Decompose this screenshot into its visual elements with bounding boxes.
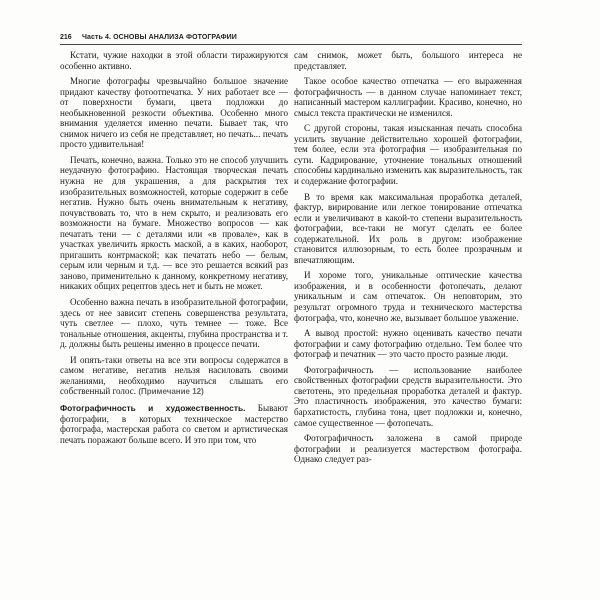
paragraph: сам снимок, может быть, большого интереса не представляет. (294, 50, 522, 71)
paragraph: Печать, конечно, важна. Только это не способ улучшить неудачную фотографию. Настоящая творческая печать нужна не для украшения, а для раскрытия тех изобразительных возможностей, которые содержит в себе негатив. Нужно быть очень внимательным к негативу, почувствовать то, что в нем скрыто, и реализовать его возможности на бумаге. Множество вопросов — как печатать тени — с деталями или «в провале», как в участках увеличить яркость маской, а в каких, наоборот, пригашить контрмаской; как печатать небо — белым, серым или черным и т.д. — все это решается всякий раз заново, применительно к данному, конкретному негативу, никаких общих рецептов здесь нет и быть не может. (60, 154, 288, 292)
paragraph-text: И опять-таки ответы на все эти вопросы содержатся в самом негативе, негатив нельзя насиловать своими желаниями, необходимо научиться слышать его собственный голос. (60, 354, 288, 397)
paragraph: Такое особое качество отпечатка — его выраженная фотографичность — в данном случае напоминает текст, написанный мастером каллиграфии. Красиво, конечно, но смысл текста практически не изменился. (294, 76, 522, 118)
running-title: Часть 4. ОСНОВЫ АНАЛИЗА ФОТОГРАФИИ (82, 34, 237, 41)
paragraph: Многие фотографы чрезвычайно большое значение придают качеству фотоотпечатка. У них работает все — от поверхности бумаги, цвета подложки до необыкновенной резкости объектива. Особенно много внимания уделяется именно печати. Бывает так, что снимок ничего из себя не представляет, но печать... печать просто удивительная! (60, 76, 288, 150)
paragraph: В то время как максимальная проработка деталей, фактур, вирирование или легкое тонирование отпечатка если и увеличивают в какой-то степени выразительность фотографии, все-таки не могут сделать ее более содержательной. Их роль в другом: изображение становится иллюзорным, то есть более прозрачным и впечатляющим. (294, 191, 522, 265)
footnote-reference: (Примечание 12) (138, 387, 204, 397)
page-number: 216 (60, 34, 72, 41)
paragraph: Кстати, чужие находки в этой области тиражируются особенно активно. (60, 50, 288, 71)
paragraph: Фотографичность заложена в самой природе фотографии и реализуется мастерством фотографа. Однако следует раз- (294, 433, 522, 465)
section-subheading: Фотографичность и художественность. (60, 402, 246, 413)
header-rule (60, 44, 522, 45)
left-column (60, 50, 288, 590)
right-column (294, 50, 522, 590)
paragraph: А вывод простой: нужно оценивать качество печати фотографии и саму фотографию отдельно. Тем более что фотограф и печатник — это часто просто разные люди. (294, 328, 522, 360)
paragraph-with-note (60, 355, 288, 398)
paragraph-with-subhead (60, 403, 288, 445)
paragraph: Особенно важна печать в изобразительной фотографии, здесь от нее зависит степень совершенства результата, чуть светлее — плохо, чуть темнее — тоже. Все тональные отношения, акценты, глубина пространства и т. д. должны быть решены именно в процессе печати. (60, 297, 288, 350)
paragraph-text: Бывают фотографии, в которых техническое мастерство фотографа, мастерская работа со светом и артистическая печать поражают больше всего. И это при том, что (60, 402, 288, 445)
paragraph: Фотографичность — использование наиболее свойственных фотографии средств выразительности. Это светотень, это предельная проработка деталей и фактур. Это пластичность изображения, это качество бумаги: бархатистость, глубина тона, цвет подложки и, конечно, самое существенное — фотопечать. (294, 364, 522, 428)
paragraph: С другой стороны, такая изысканная печать способна усилить звучание действительно хорошей фотографии, тем более, если эта фотография — изобразительная по сути. Кадрирование, уточнение тональных отношений способны кардинально изменить как выразительность, так и содержание фотографии. (294, 123, 522, 187)
paragraph: И хороме того, уникальные оптические качества изображения, и в особенности фотопечать, делают уникальным и сам отпечаток. Он неповторим, это результат огромного труда и технического мастерства фотографа, что, конечно же, вызывает большое уважение. (294, 270, 522, 323)
